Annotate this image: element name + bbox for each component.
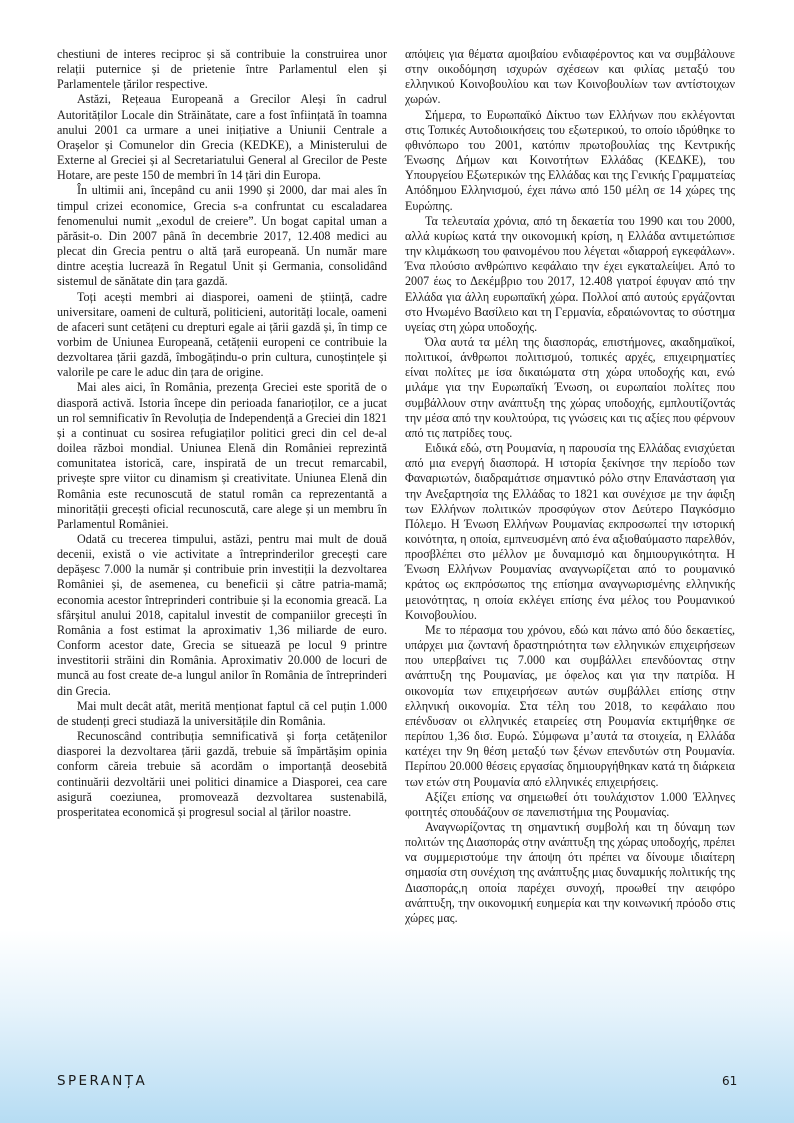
paragraph: Σήμερα, το Ευρωπαϊκό Δίκτυο των Ελλήνων που εκλέγονται στις Τοπικές Αυτοδιοικήσεις του εξωτερικού, το οποίο ιδρύθηκε το φθινόπωρο του 2001, κατόπιν πρωτοβουλίας της Κεντρικής Ένωσης Δήμων και Κοινοτήτων Ελλάδας (ΚΕΔΚΕ), του Υπουργείου Εξωτερικών της Ελλάδας και της Γενικής Γραμματείας Απόδημου Ελληνισμού, έχει πάνω από 150 μέλη σε 14 χώρες της Ευρώπης.: [405, 107, 735, 213]
paragraph: Τα τελευταία χρόνια, από τη δεκαετία του 1990 και του 2000, αλλά κυρίως κατά την οικονομική κρίση, η Ελλάδα αντιμετώπισε την κλιμάκωση του φαινομένου που λέγεται «διαρροή εγκεφάλων». Ένα πλούσιο ανθρώπινο κεφάλαιο την έχει εγκαταλείψει. Από το 2007 έως το Δεκέμβριο του 2017, 12.408 γιατροί έφυγαν από την Ελλάδα για άλλη ευρωπαϊκή χώρα. Πολλοί από αυτούς εργάζονται στο Ηνωμένο Βασίλειο και τη Γερμανία, εδραιώνοντας το σύστημα υγείας στη χώρα υποδοχής.: [405, 213, 735, 334]
paragraph: Astăzi, Rețeaua Europeană a Grecilor Aleși în cadrul Autorităților Locale din Străinătate, care a fost înființată în toamna anului 2001 ca urmare a unei inițiative a Uniunii Centrale a Orașelor și Comunelor din Grecia (KEDKE), a Ministerului de Externe al Greciei și al Secretariatului General al Grecilor de Peste Hotare, are peste 150 de membri în 14 țări din Europa.: [57, 92, 387, 183]
page-number: 61: [722, 1074, 738, 1088]
paragraph: Mai mult decât atât, merită menționat faptul că cel puțin 1.000 de studenți greci studiază la universitățile din România.: [57, 698, 387, 728]
paragraph: Recunoscând contribuția semnificativă și forța cetățenilor diasporei la dezvoltarea țării gazdă, trebuie să împărtășim opinia conform căreia trebuie să acordăm o importanță deosebită continuării dezvoltării unei politici dinamice a Diasporei, cea care asigură coeziunea, promovează dezvoltarea sustenabilă, prosperitatea economică și progresul social al țărilor noastre.: [57, 729, 387, 819]
paragraph: απόψεις για θέματα αμοιβαίου ενδιαφέροντος και να συμβάλουνε στην οικοδόμηση ισχυρών σχέσεων και φιλίας μεταξύ του ελληνικού Κοινοβουλίου και των Κοινοβουλίων των αντίστοιχων χωρών.: [405, 47, 735, 107]
paragraph: În ultimii ani, începând cu anii 1990 și 2000, dar mai ales în timpul crizei economice, Grecia s-a confruntat cu escaladarea fenomenului numit „exodul de creiere”. Un bogat capital uman a părăsit-o. Din 2007 până în decembrie 2017, 12.408 medici au plecat din Grecia pentru o altă țară europeană. Un număr mare dintre aceștia lucrează în Regatul Unit și Germania, consolidând sistemul de sănătate din țara gazdă.: [57, 183, 387, 289]
paragraph: Αναγνωρίζοντας τη σημαντική συμβολή και τη δύναμη των πολιτών της Διασποράς στην ανάπτυξη της χώρας υποδοχής, πρέπει να συμμεριστούμε την άποψη ότι πρέπει να δίνουμε ιδιαίτερη σημασία στη συνέχιση της ανάπτυξης μιας δυναμικής πολιτικής της Διασποράς,η οποία παρέχει συνοχή, προωθεί την αειφόρο ανάπτυξη, την οικονομική ευημερία και την κοινωνική πρόοδο στις χώρες μας.: [405, 819, 735, 925]
paragraph: Αξίζει επίσης να σημειωθεί ότι τουλάχιστον 1.000 Έλληνες φοιτητές σπουδάζουν σε πανεπιστήμια της Ρουμανίας.: [405, 789, 735, 819]
paragraph: Ειδικά εδώ, στη Ρουμανία, η παρουσία της Ελλάδας ενισχύεται από μια ενεργή διασπορά. Η ιστορία ξεκίνησε την περίοδο των Φαναριωτών, διαδραμάτισε σημαντικό ρόλο στην Επανάσταση για την Ανεξαρτησία της Ελλάδας το 1821 και συνέχισε με την άφιξη των Ελλήνων πολιτικών προσφύγων στον Δεύτερο Παγκόσμιο Πόλεμο. Η Ένωση Ελλήνων Ρουμανίας εκπροσωπεί την ιστορική κοινότητα, η οποία, εμπνευσμένη από ένα αξιοθαύμαστο παρελθόν, προσβλέπει στο μέλλον με δυναμισμό και δημιουργικότητα. Η Ένωση Ελλήνων Ρουμανίας αναγνωρίζεται από το ρουμανικό κράτος ως εκπρόσωπος της επίσημα αναγνωρισμένης ελληνικής μειονότητας, η οποία εκλέγει επίσης ένα μέλος του Ρουμανικού Κοινοβουλίου.: [405, 441, 735, 622]
paragraph: Toți acești membri ai diasporei, oameni de știință, cadre universitare, oameni de cultură, politicieni, autorități locale, oameni de afaceri sunt cetățeni cu drepturi egale ai țării gazdă și, în timp ce vorbim de Uniunea Europeană, cetățenii europeni ce contribuie la dezvoltarea țării gazdă, îmbogățindu-o prin cultura, cunoștințele și valorile pe care le aduc din țara de origine.: [57, 289, 387, 380]
paragraph: Με το πέρασμα του χρόνου, εδώ και πάνω από δύο δεκαετίες, υπάρχει μια ζωντανή δραστηριότητα των ελληνικών επιχειρήσεων που υπερβαίνει τις 7.000 και συμβάλλει επενδύοντας στην ανάπτυξη της Ρουμανίας, με όφελος και για την πατρίδα. Η οικονομία των επιχειρήσεων αυτών συμβάλλει επίσης στην ελληνική οικονομία. Στα τέλη του 2018, το κεφάλαιο που επένδυσαν οι ελληνικές εταιρείες στη Ρουμανία εκτιμήθηκε σε περίπου 1,36 δισ. Ευρώ. Σύμφωνα μ’αυτά τα στοιχεία, η Ελλάδα κατέχει την 9η θέση μεταξύ των ξένων επενδυτών στη Ρουμανία. Περίπου 20.000 θέσεις εργασίας δημιουργήθηκαν κατά τη διάρκεια των ετών στη Ρουμανία από ελληνικές επιχειρήσεις.: [405, 622, 735, 789]
paragraph: chestiuni de interes reciproc și să contribuie la construirea unor relații puternice și de prietenie între Parlamentul elen și Parlamentele țărilor respective.: [57, 47, 387, 92]
paragraph: Odată cu trecerea timpului, astăzi, pentru mai mult de două decenii, există o vie activitate a întreprinderilor grecești care depășesc 7.000 la număr și contribuie prin investiții la dezvoltarea României și, de asemenea, cu beneficii și către patria-mamă; economia acestor întreprinderi contribuie și la economia greacă. La sfârșitul anului 2018, capitalul investit de companiilor grecești în România a fost estimat la aproximativ 1,36 miliarde de euro. Conform acestor date, Grecia se situează pe locul 9 printre investitorii străini din România. Aproximativ 20.000 de locuri de muncă au fost create de-a lungul anilor în România de întreprinderi din Grecia.: [57, 532, 387, 698]
right-column-greek: [405, 47, 735, 926]
left-column-romanian: [57, 47, 387, 820]
paragraph: Όλα αυτά τα μέλη της διασποράς, επιστήμονες, ακαδημαϊκοί, πολιτικοί, άνθρωποι πολιτισμού, τοπικές αρχές, επιχειρηματίες είναι πολίτες με ίσα δικαιώματα στη χώρα υποδοχής και, ενώ μιλάμε για την Ευρωπαϊκή Ένωση, οι ευρωπαίοι πολίτες που συμβάλλουν στην ανάπτυξη της χώρας υποδοχής, εμπλουτίζοντάς την μέσα από την κουλτούρα, τις γνώσεις και τις αξίες που φέρνουν από τις πατρίδες τους.: [405, 334, 735, 440]
magazine-brand: SPERANȚA: [57, 1073, 148, 1089]
paragraph: Mai ales aici, în România, prezența Greciei este sporită de o diasporă activă. Istoria începe din perioada fanarioților, ce a jucat un rol semnificativ în Revoluția de Independență a Greciei din 1821 și a continuat cu sosirea refugiaților politici greci din cel de-al doilea război mondial. Uniunea Elenă din României reprezintă comunitatea istorică, care, inspirată de un trecut remarcabil, privește spre viitor cu dinamism și creativitate. Uniunea Elenă din România este recunoscută de statul român ca reprezentantă a minorității grecești oficial recunoscută, care alege și un membru în Parlamentul României.: [57, 380, 387, 531]
